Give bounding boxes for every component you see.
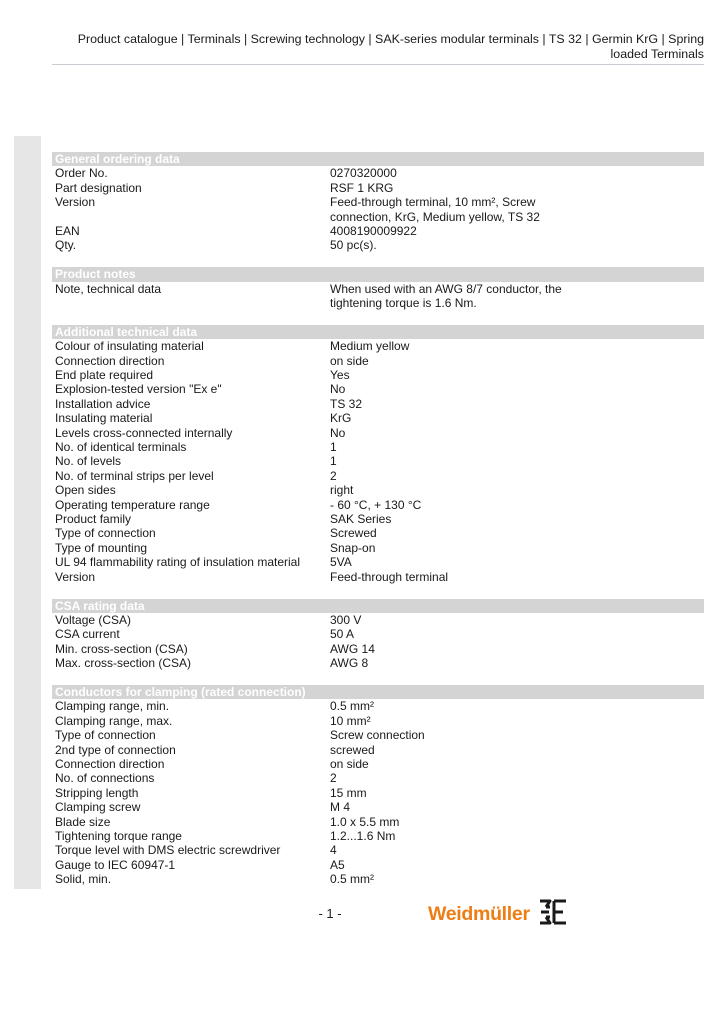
- section-title: Conductors for clamping (rated connection): [52, 685, 704, 699]
- row-value: TS 32: [330, 396, 363, 411]
- row-label: Max. cross-section (CSA): [55, 656, 192, 671]
- row-value: No: [330, 382, 346, 397]
- row-value: 1: [330, 454, 337, 469]
- row-label: EAN: [55, 224, 80, 239]
- row-label: Part designation: [55, 180, 142, 195]
- row-label: Connection direction: [55, 353, 165, 368]
- section: [52, 599, 704, 671]
- brand-logo: [428, 899, 568, 930]
- table-row: [52, 195, 704, 224]
- table-row: [52, 743, 704, 757]
- row-value: screwed: [330, 742, 375, 757]
- row-value: A5: [330, 857, 345, 872]
- row-value: 0.5 mm²: [330, 872, 375, 887]
- row-value: Screwed: [330, 526, 377, 541]
- table-row: [52, 382, 704, 396]
- row-value: AWG 8: [330, 656, 369, 671]
- row-label: Levels cross-connected internally: [55, 425, 233, 440]
- table-row: [52, 498, 704, 512]
- row-value: Feed-through terminal: [330, 569, 449, 584]
- row-label: No. of levels: [55, 454, 122, 469]
- row-label: Voltage (CSA): [55, 612, 132, 627]
- table-row: [52, 411, 704, 425]
- section-title: Additional technical data: [52, 325, 704, 339]
- row-value: 2: [330, 468, 337, 483]
- section: [52, 685, 704, 887]
- row-value: 1: [330, 440, 337, 455]
- row-value: 5VA: [330, 555, 352, 570]
- table-row: [52, 800, 704, 814]
- datasheet-content: [52, 152, 704, 901]
- row-label: End plate required: [55, 368, 154, 383]
- row-value: 1.0 x 5.5 mm: [330, 814, 400, 829]
- table-row: [52, 642, 704, 656]
- row-label: Insulating material: [55, 411, 153, 426]
- section-title: Product notes: [52, 267, 704, 281]
- row-label: Order No.: [55, 166, 108, 181]
- row-label: No. of terminal strips per level: [55, 468, 214, 483]
- row-label: No. of identical terminals: [55, 440, 187, 455]
- row-label: Stripping length: [55, 785, 139, 800]
- table-row: [52, 627, 704, 641]
- table-row: [52, 699, 704, 713]
- row-value: on side: [330, 353, 369, 368]
- section: [52, 325, 704, 584]
- table-row: [52, 483, 704, 497]
- row-label: 2nd type of connection: [55, 742, 176, 757]
- section-title: CSA rating data: [52, 599, 704, 613]
- row-value: RSF 1 KRG: [330, 180, 394, 195]
- table-row: [52, 454, 704, 468]
- table-row: [52, 771, 704, 785]
- row-value: 1.2...1.6 Nm: [330, 828, 396, 843]
- table-row: [52, 541, 704, 555]
- row-value: Snap-on: [330, 540, 376, 555]
- table-row: [52, 757, 704, 771]
- row-label: Torque level with DMS electric screwdriver: [55, 843, 281, 858]
- section: [52, 152, 704, 253]
- row-value: AWG 14: [330, 641, 375, 656]
- left-margin-bar: [14, 136, 41, 889]
- table-row: [52, 829, 704, 843]
- row-label: Type of connection: [55, 728, 156, 743]
- row-value: 50 A: [330, 627, 355, 642]
- row-value: KrG: [330, 411, 352, 426]
- table-row: [52, 843, 704, 857]
- row-label: Product family: [55, 512, 132, 527]
- row-label: Clamping screw: [55, 800, 141, 815]
- row-label: Blade size: [55, 814, 111, 829]
- table-row: [52, 181, 704, 195]
- table-row: [52, 656, 704, 670]
- section-title: General ordering data: [52, 152, 704, 166]
- row-label: Gauge to IEC 60947-1: [55, 857, 176, 872]
- row-label: Version: [55, 569, 96, 584]
- row-label: Clamping range, max.: [55, 713, 173, 728]
- row-label: Installation advice: [55, 396, 151, 411]
- row-value: 300 V: [330, 612, 362, 627]
- row-label: Connection direction: [55, 756, 165, 771]
- row-value: right: [330, 483, 354, 498]
- brand-name: Weidmüller: [428, 903, 530, 925]
- row-label: No. of connections: [55, 771, 155, 786]
- table-row: [52, 397, 704, 411]
- table-row: [52, 526, 704, 540]
- row-value: When used with an AWG 8/7 conductor, the tightening torque is 1.6 Nm.: [330, 281, 562, 311]
- table-row: [52, 339, 704, 353]
- row-value: 4008190009922: [330, 224, 417, 239]
- table-row: [52, 613, 704, 627]
- row-value: - 60 °C, + 130 °C: [330, 497, 422, 512]
- row-label: Clamping range, min.: [55, 699, 170, 714]
- row-label: Explosion-tested version "Ex e": [55, 382, 222, 397]
- row-label: Type of mounting: [55, 540, 148, 555]
- table-row: [52, 282, 704, 311]
- row-value: M 4: [330, 800, 351, 815]
- weidmuller-mark-icon: [538, 899, 568, 930]
- row-value: Feed-through terminal, 10 mm², Screw connection, KrG, Medium yellow, TS 32: [330, 195, 540, 224]
- table-row: [52, 858, 704, 872]
- table-row: [52, 224, 704, 238]
- row-value: 2: [330, 771, 337, 786]
- table-row: [52, 714, 704, 728]
- row-value: SAK Series: [330, 512, 392, 527]
- page-number: - 1 -: [318, 906, 342, 921]
- row-label: Solid, min.: [55, 872, 112, 887]
- row-value: 0270320000: [330, 166, 397, 181]
- breadcrumb: Product catalogue | Terminals | Screwing technology | SAK-series modular terminals | TS 32 | Germin KrG | Spring loaded Terminals: [77, 32, 704, 61]
- header-divider: [52, 64, 704, 65]
- table-row: [52, 238, 704, 252]
- row-value: 15 mm: [330, 785, 367, 800]
- row-label: Qty.: [55, 238, 77, 253]
- row-label: Min. cross-section (CSA): [55, 641, 188, 656]
- table-row: [52, 440, 704, 454]
- row-value: Screw connection: [330, 728, 425, 743]
- row-value: 4: [330, 843, 337, 858]
- row-label: Version: [55, 195, 96, 210]
- row-label: Operating temperature range: [55, 497, 210, 512]
- table-row: [52, 512, 704, 526]
- section: [52, 267, 704, 310]
- table-row: [52, 728, 704, 742]
- row-label: CSA current: [55, 627, 120, 642]
- table-row: [52, 368, 704, 382]
- row-label: Colour of insulating material: [55, 339, 204, 354]
- row-label: Type of connection: [55, 526, 156, 541]
- row-label: Note, technical data: [55, 281, 162, 296]
- table-row: [52, 354, 704, 368]
- row-label: UL 94 flammability rating of insulation material: [55, 555, 300, 570]
- row-value: 50 pc(s).: [330, 238, 377, 253]
- table-row: [52, 555, 704, 569]
- row-value: Yes: [330, 368, 350, 383]
- table-row: [52, 426, 704, 440]
- row-value: Medium yellow: [330, 339, 410, 354]
- row-value: 10 mm²: [330, 713, 371, 728]
- row-label: Open sides: [55, 483, 116, 498]
- table-row: [52, 570, 704, 584]
- table-row: [52, 469, 704, 483]
- table-row: [52, 786, 704, 800]
- row-value: 0.5 mm²: [330, 699, 375, 714]
- table-row: [52, 815, 704, 829]
- row-label: Tightening torque range: [55, 828, 182, 843]
- row-value: on side: [330, 756, 369, 771]
- table-row: [52, 166, 704, 180]
- table-row: [52, 872, 704, 886]
- row-value: No: [330, 425, 346, 440]
